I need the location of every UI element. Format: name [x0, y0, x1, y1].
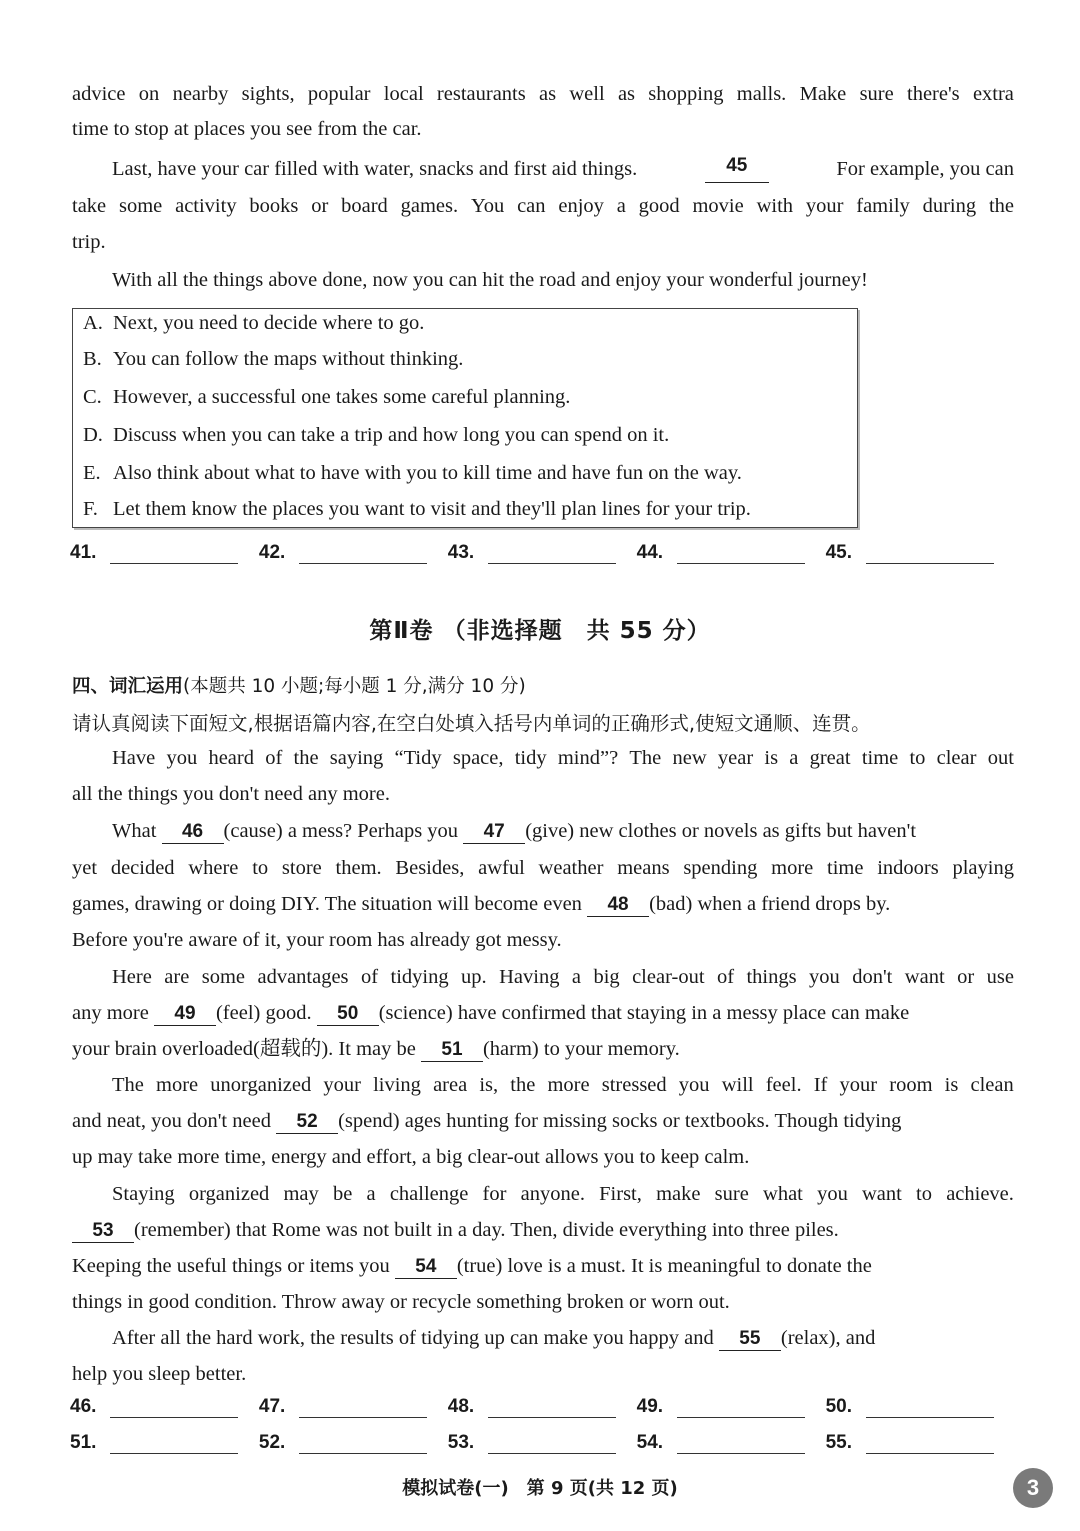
word: time: [827, 857, 864, 879]
p2-text-c: (give) new clothes or novels as gifts but haven't: [525, 820, 917, 842]
word: restaurants: [436, 83, 526, 105]
answer-blank[interactable]: [299, 542, 427, 564]
option-a: [83, 309, 424, 337]
answer-41: [70, 542, 238, 564]
section-title: 第Ⅱ卷 （非选择题 共 55 分）: [369, 618, 711, 644]
word: good: [638, 195, 680, 217]
answer-blank[interactable]: [299, 1396, 427, 1418]
option-c: [83, 383, 570, 411]
word: local: [383, 83, 424, 105]
word: during: [922, 195, 977, 217]
option-d: [83, 421, 669, 449]
word: of: [360, 966, 379, 988]
answer-number: 49.: [636, 1396, 664, 1417]
word: are: [164, 966, 190, 988]
p3-text-a: any more: [72, 1002, 149, 1024]
answer-number: 50.: [825, 1396, 852, 1417]
p1-line1: [112, 744, 1014, 772]
word: you: [166, 747, 198, 769]
p2-text-a: What: [112, 820, 157, 842]
option-text: Discuss when you can take a trip and how long you can spend on it.: [113, 424, 670, 446]
blank-47[interactable]: 47: [463, 821, 525, 844]
word: activity: [175, 195, 237, 217]
option-letter: E.: [83, 462, 101, 484]
word: time: [861, 747, 899, 769]
word: Have: [112, 747, 156, 769]
word: will: [721, 1074, 754, 1096]
answer-46: [70, 1396, 238, 1418]
blank-48[interactable]: 48: [587, 894, 649, 917]
p6-text-b: (relax), and: [780, 1327, 876, 1349]
p6-line2: help you sleep better.: [72, 1363, 247, 1385]
word: indoors: [877, 857, 939, 879]
p4-line3: up may take more time, energy and effort, a big clear-out allows you to keep calm.: [72, 1146, 750, 1168]
word: is: [764, 747, 779, 769]
option-text: However, a successful one takes some careful planning.: [113, 386, 571, 408]
word: your: [805, 195, 844, 217]
word: the: [988, 195, 1014, 217]
passage1-line6: With all the things above done, now you can hit the road and enjoy your wonderful journey!: [112, 269, 868, 291]
answer-blank[interactable]: [488, 542, 616, 564]
p2-text-b: (cause) a mess? Perhaps you: [223, 820, 459, 842]
word: new: [672, 747, 707, 769]
word: don't: [852, 966, 893, 988]
word: on: [138, 83, 160, 105]
passage1-line3: [72, 155, 1014, 183]
word: popular: [307, 83, 371, 105]
answer-53: [448, 1432, 616, 1454]
blank-45[interactable]: 45: [705, 155, 769, 183]
part4-instruction: 请认真阅读下面短文,根据语篇内容,在空白处填入括号内单词的正确形式,使短文通顺、连贯。: [72, 712, 871, 735]
answer-54: [637, 1432, 805, 1454]
answer-row-41-45: [70, 542, 994, 564]
word: playing: [952, 857, 1014, 879]
word: If: [813, 1074, 828, 1096]
option-letter: C.: [83, 386, 102, 408]
p5-line2: [72, 1216, 839, 1244]
answer-55: [826, 1432, 994, 1454]
word: you: [678, 1074, 710, 1096]
answer-52: [259, 1432, 427, 1454]
passage1-line1: [72, 80, 1014, 108]
option-text: Next, you need to decide where to go.: [113, 312, 425, 334]
answer-number: 42.: [258, 542, 286, 563]
option-b: [83, 345, 463, 373]
p4-text-a: and neat, you don't need: [72, 1110, 271, 1132]
word: malls.: [736, 83, 787, 105]
word: a: [366, 1183, 376, 1205]
option-text: Let them know the places you want to visit and they'll plan lines for your trip.: [113, 498, 751, 520]
p3-text-c: (science) have confirmed that staying in a messy place can make: [378, 1002, 910, 1024]
word: big: [593, 966, 620, 988]
answer-blank[interactable]: [110, 1432, 238, 1454]
blank-52[interactable]: 52: [276, 1111, 338, 1134]
answer-51: [70, 1432, 238, 1454]
p2-line3: [72, 890, 890, 918]
blank-55[interactable]: 55: [719, 1328, 781, 1351]
answer-blank[interactable]: [110, 542, 238, 564]
word: anyone.: [520, 1183, 585, 1205]
word: you: [817, 1183, 848, 1205]
option-e: [83, 459, 742, 487]
word: more: [156, 1074, 199, 1096]
word: Besides,: [395, 857, 465, 879]
word: or: [311, 195, 329, 217]
word: a: [616, 195, 626, 217]
word: games.: [400, 195, 459, 217]
word: to: [909, 747, 926, 769]
word: movie: [692, 195, 744, 217]
answer-blank[interactable]: [866, 1396, 994, 1418]
blank-54[interactable]: 54: [395, 1256, 457, 1279]
answer-number: 54.: [636, 1432, 664, 1453]
word: awful: [478, 857, 525, 879]
answer-blank[interactable]: [677, 542, 805, 564]
word: mind”?: [557, 747, 619, 769]
part4-heading-title: 四、词汇运用: [72, 676, 184, 697]
word: more: [771, 857, 814, 879]
corner-page-badge: 3: [1013, 1468, 1053, 1508]
p3-text-b: (feel) good.: [215, 1002, 312, 1024]
word: books: [249, 195, 299, 217]
answer-blank[interactable]: [299, 1432, 427, 1454]
answer-blank[interactable]: [866, 542, 994, 564]
answer-number: 52.: [258, 1432, 286, 1453]
word: yet: [72, 857, 98, 879]
word: space,: [452, 747, 504, 769]
word: decided: [110, 857, 175, 879]
option-letter: A.: [83, 312, 103, 334]
word: the: [510, 1074, 536, 1096]
word: some: [201, 966, 246, 988]
word: tidy: [514, 747, 547, 769]
word: feel.: [765, 1074, 802, 1096]
passage1-line3-text: Last, have your car filled with water, snacks and first aid things.: [112, 158, 638, 180]
word: take: [72, 195, 107, 217]
word: for: [482, 1183, 507, 1205]
blank-46[interactable]: 46: [162, 821, 224, 844]
option-letter: B.: [83, 348, 102, 370]
p5-line3: [72, 1252, 872, 1280]
option-letter: F.: [83, 498, 98, 520]
p3-text-e: (harm) to your memory.: [482, 1038, 680, 1060]
word: is: [944, 1074, 959, 1096]
option-letter: D.: [83, 424, 103, 446]
word: heard: [208, 747, 254, 769]
answer-number: 53.: [447, 1432, 475, 1453]
options-box: [72, 308, 858, 528]
answer-number: 41.: [70, 542, 97, 563]
answer-42: [259, 542, 427, 564]
word: Staying: [112, 1183, 175, 1205]
word: great: [809, 747, 851, 769]
answer-blank[interactable]: [677, 1396, 805, 1418]
part4-heading: [72, 672, 526, 698]
word: your: [323, 1074, 361, 1096]
word: to: [916, 1183, 932, 1205]
p4-line1: [112, 1071, 1014, 1099]
word: area: [433, 1074, 468, 1096]
word: to: [252, 857, 269, 879]
word: with: [756, 195, 794, 217]
word: unorganized: [210, 1074, 312, 1096]
word: store: [281, 857, 322, 879]
word: as: [539, 83, 557, 105]
word: a: [571, 966, 581, 988]
word: Having: [499, 966, 560, 988]
word: there's: [907, 83, 960, 105]
word: Here: [112, 966, 152, 988]
blank-49[interactable]: 49: [154, 1003, 216, 1026]
word: challenge: [389, 1183, 469, 1205]
p6-line1: [112, 1324, 875, 1352]
word: be: [332, 1183, 353, 1205]
answer-44: [637, 542, 805, 564]
word: is,: [479, 1074, 499, 1096]
word: First,: [599, 1183, 642, 1205]
p3-line1: [112, 963, 1014, 991]
word: enjoy: [558, 195, 604, 217]
p5-line4: things in good condition. Throw away or recycle something broken or worn out.: [72, 1291, 730, 1313]
answer-number: 46.: [70, 1396, 97, 1417]
word: up.: [461, 966, 487, 988]
word: as: [617, 83, 636, 105]
word: some: [118, 195, 163, 217]
passage1-line4: [72, 192, 1014, 220]
word: a: [789, 747, 799, 769]
p2-line1: [112, 817, 916, 845]
option-text: Also think about what to have with you to kill time and have fun on the way.: [113, 462, 742, 484]
word: use: [986, 966, 1014, 988]
word: things: [746, 966, 797, 988]
answer-48: [448, 1396, 616, 1418]
word: board: [341, 195, 388, 217]
word: advantages: [257, 966, 349, 988]
word: where: [188, 857, 239, 879]
option-text: You can follow the maps without thinking.: [113, 348, 464, 370]
word: Make: [799, 83, 847, 105]
answer-blank[interactable]: [488, 1432, 616, 1454]
answer-number: 43.: [447, 542, 475, 563]
blank-53[interactable]: 53: [72, 1220, 134, 1243]
p5-text-c: (true) love is a must. It is meaningful to donate the: [456, 1255, 872, 1277]
page-footer: 模拟试卷(一) 第 9 页(共 12 页): [402, 1478, 678, 1499]
word: can: [517, 195, 546, 217]
p2-text-e: (bad) when a friend drops by.: [649, 893, 891, 915]
p3-line2: [72, 999, 909, 1027]
p5-text-b: Keeping the useful things or items you: [72, 1255, 390, 1277]
word: family: [856, 195, 910, 217]
word: your: [839, 1074, 878, 1096]
word: more: [547, 1074, 590, 1096]
word: tidying: [390, 966, 449, 988]
word: of: [716, 966, 735, 988]
answer-blank[interactable]: [677, 1432, 805, 1454]
option-f: [83, 495, 751, 523]
word: sure: [714, 1183, 749, 1205]
word: means: [617, 857, 670, 879]
word: living: [373, 1074, 421, 1096]
word: organized: [188, 1183, 270, 1205]
part4-heading-note: (本题共 10 小题;每小题 1 分,满分 10 分): [183, 676, 526, 697]
answer-49: [637, 1396, 805, 1418]
p3-line3: [72, 1035, 680, 1063]
word: stressed: [601, 1074, 667, 1096]
p2-line4: Before you're aware of it, your room has already got messy.: [72, 929, 562, 951]
answer-47: [259, 1396, 427, 1418]
answer-blank[interactable]: [488, 1396, 616, 1418]
p2-line2: [72, 854, 1014, 882]
word: you: [809, 966, 840, 988]
answer-45: [826, 542, 994, 564]
word: what: [763, 1183, 803, 1205]
word: The: [112, 1074, 144, 1096]
word: sights,: [241, 83, 295, 105]
blank-50[interactable]: 50: [317, 1003, 379, 1026]
word: make: [656, 1183, 701, 1205]
word: or: [957, 966, 975, 988]
blank-51[interactable]: 51: [421, 1039, 483, 1062]
answer-43: [448, 542, 616, 564]
word: saying: [329, 747, 384, 769]
answer-number: 55.: [825, 1432, 852, 1453]
word: You: [470, 195, 505, 217]
word: of: [265, 747, 283, 769]
word: The: [629, 747, 662, 769]
word: clear-out: [632, 966, 705, 988]
answer-number: 44.: [636, 542, 664, 563]
word: weather: [538, 857, 604, 879]
word: the: [293, 747, 319, 769]
answer-number: 48.: [447, 1396, 475, 1417]
answer-row-51-55: [70, 1432, 994, 1454]
word: out: [987, 747, 1014, 769]
word: may: [283, 1183, 319, 1205]
answer-blank[interactable]: [866, 1432, 994, 1454]
p4-line2: [72, 1107, 901, 1135]
p4-text-b: (spend) ages hunting for missing socks or textbooks. Though tidying: [338, 1110, 902, 1132]
word: clean: [970, 1074, 1014, 1096]
word: “Tidy: [394, 747, 442, 769]
p5-line1: [112, 1180, 1014, 1208]
answer-number: 47.: [258, 1396, 286, 1417]
word: advice: [72, 83, 126, 105]
p5-text-a: (remember) that Rome was not built in a day. Then, divide everything into three piles.: [134, 1219, 839, 1241]
word: room: [889, 1074, 933, 1096]
passage1-line3-tail: For example, you can: [836, 158, 1014, 180]
p6-text-a: After all the hard work, the results of tidying up can make you happy and: [112, 1327, 714, 1349]
answer-blank[interactable]: [110, 1396, 238, 1418]
p1-line2: all the things you don't need any more.: [72, 783, 390, 805]
passage1-line2: time to stop at places you see from the car.: [72, 118, 422, 140]
answer-number: 45.: [825, 542, 852, 563]
answer-row-46-50: [70, 1396, 994, 1418]
word: nearby: [172, 83, 229, 105]
word: them.: [335, 857, 382, 879]
word: clear: [936, 747, 977, 769]
passage1-line5: trip.: [72, 231, 106, 253]
word: spending: [683, 857, 758, 879]
word: year: [717, 747, 754, 769]
word: achieve.: [946, 1183, 1014, 1205]
word: want: [904, 966, 945, 988]
word: want: [862, 1183, 902, 1205]
word: extra: [972, 83, 1014, 105]
answer-50: [826, 1396, 994, 1418]
word: sure: [859, 83, 894, 105]
answer-number: 51.: [70, 1432, 97, 1453]
p2-text-d: games, drawing or doing DIY. The situation will become even: [72, 893, 582, 915]
word: shopping: [648, 83, 724, 105]
p3-text-d: your brain overloaded(超载的). It may be: [72, 1038, 416, 1060]
word: well: [569, 83, 605, 105]
